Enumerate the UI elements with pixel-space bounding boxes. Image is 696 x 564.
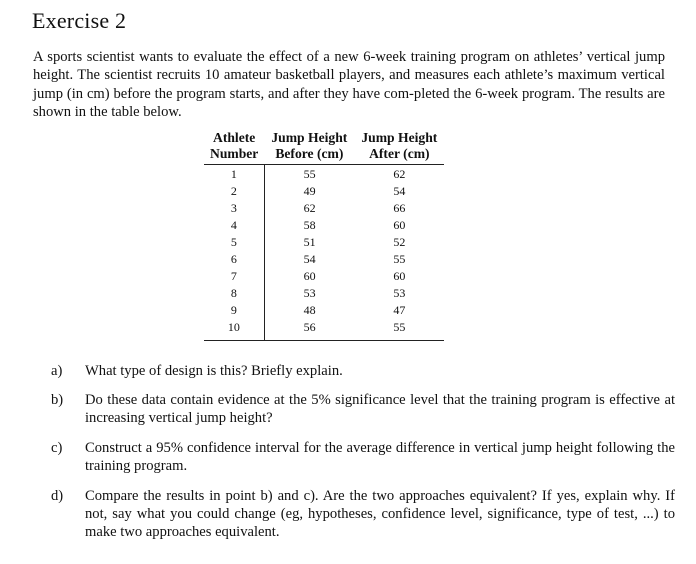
jump-after-cell: 55 xyxy=(354,319,444,340)
jump-before-cell: 60 xyxy=(303,269,316,284)
table-row xyxy=(204,251,444,268)
jump-before-cell: 62 xyxy=(303,200,316,215)
table-header-row-top xyxy=(204,130,444,147)
question-text: What type of design is this? Briefly explain. xyxy=(85,362,343,379)
jump-after-cell: 66 xyxy=(393,200,406,215)
jump-before-cell: 55 xyxy=(303,166,316,181)
header-before-line2: Before (cm) xyxy=(264,146,354,164)
header-athlete-line1: Athlete xyxy=(213,129,256,145)
question-text: Compare the results in point b) and c). Are the two approaches equivalent? If yes, explain why. If not, say what you could change (eg, hypotheses, confidence level, significance, type of test, ...) to make two approaches equivalent. xyxy=(85,487,675,541)
question-item xyxy=(51,362,675,380)
jump-after-cell: 53 xyxy=(393,286,406,301)
table-row xyxy=(204,164,444,183)
header-before-line1: Jump Height xyxy=(271,129,348,145)
athlete-number-cell: 3 xyxy=(204,200,264,217)
question-item xyxy=(51,439,675,476)
table-row xyxy=(204,319,444,340)
intro-paragraph: A sports scientist wants to evaluate the effect of a new 6-week training program on athletes’ vertical jump height. The scientist recruits 10 amateur basketball players, and measures each athlete’s maximum vertical jump (in cm) before the program starts, and after they have com-pleted the 6-week program. The results are shown in the table below. xyxy=(33,49,665,121)
question-label: a) xyxy=(51,362,63,379)
jump-after-cell: 55 xyxy=(393,252,406,267)
jump-after-cell: 47 xyxy=(393,303,406,318)
table-row xyxy=(204,183,444,200)
jump-before-cell: 54 xyxy=(303,252,316,267)
exercise-title: Exercise 2 xyxy=(32,8,127,33)
jump-height-table xyxy=(204,130,444,341)
table-row xyxy=(204,217,444,234)
jump-before-cell: 58 xyxy=(303,217,316,232)
athlete-number-cell: 7 xyxy=(204,268,264,285)
jump-after-cell: 62 xyxy=(393,166,406,181)
jump-after-cell: 54 xyxy=(393,183,406,198)
question-item xyxy=(51,487,675,542)
jump-before-cell: 49 xyxy=(303,183,316,198)
table-row xyxy=(204,200,444,217)
question-text: Do these data contain evidence at the 5% significance level that the training program is effective at increasing vertical jump height? xyxy=(85,391,675,427)
question-item xyxy=(51,391,675,428)
question-text: Construct a 95% confidence interval for the average difference in vertical jump height following the training program. xyxy=(85,439,675,475)
jump-before-cell: 56 xyxy=(264,319,354,340)
table-row xyxy=(204,234,444,251)
athlete-number-cell: 8 xyxy=(204,285,264,302)
table-row xyxy=(204,268,444,285)
jump-after-cell: 60 xyxy=(393,217,406,232)
athlete-number-cell: 4 xyxy=(204,217,264,234)
athlete-number-cell: 2 xyxy=(204,183,264,200)
athlete-number-cell: 6 xyxy=(204,251,264,268)
question-label: d) xyxy=(51,487,64,504)
header-after-line1: Jump Height xyxy=(361,129,438,145)
table-body xyxy=(204,164,444,340)
jump-before-cell: 53 xyxy=(303,286,316,301)
question-label: c) xyxy=(51,439,63,456)
athlete-number-cell: 1 xyxy=(204,164,264,183)
jump-after-cell: 52 xyxy=(393,235,406,249)
jump-before-cell: 51 xyxy=(303,235,316,249)
jump-before-cell: 48 xyxy=(303,303,316,318)
table-row xyxy=(204,285,444,302)
header-after-line2: After (cm) xyxy=(354,146,444,164)
question-label: b) xyxy=(51,391,64,408)
athlete-number-cell: 10 xyxy=(204,319,264,340)
question-list xyxy=(33,362,675,542)
table-header-row-bottom xyxy=(204,146,444,164)
jump-after-cell: 60 xyxy=(393,269,406,284)
athlete-number-cell: 9 xyxy=(204,302,264,319)
athlete-number-cell: 5 xyxy=(204,234,264,251)
header-athlete-line2: Number xyxy=(204,146,264,164)
table-row xyxy=(204,302,444,319)
